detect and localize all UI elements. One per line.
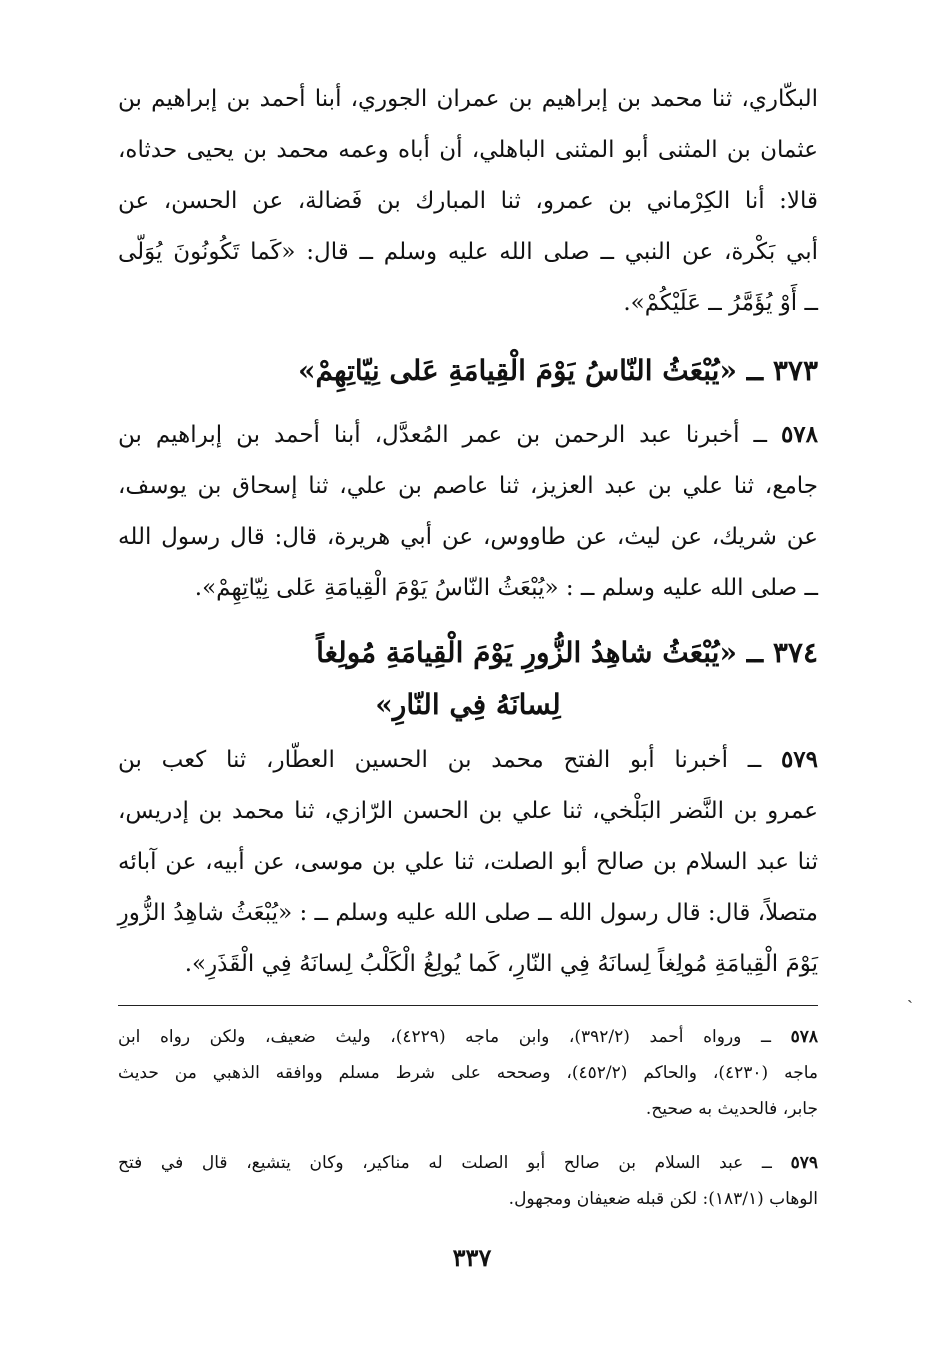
hadith-text: أخبرنا أبو الفتح محمد بن الحسين العطّار، ثنا كعب بن xyxy=(118,747,729,773)
heading-dash: ــ xyxy=(736,354,773,387)
footnote-line: جابر، فالحديث به صحيح. xyxy=(645,1099,818,1119)
heading-number: ٣٧٤ xyxy=(772,636,818,669)
footnote-text: عبد السلام بن صالح أبو الصلت له مناكير، وكان يتشيع، قال في فتح xyxy=(118,1153,744,1173)
hadith-number: ٥٧٩ xyxy=(780,746,818,773)
footnote-divider xyxy=(118,1005,818,1006)
hadith-579-first-line xyxy=(118,738,818,782)
page-number: ٣٣٧ xyxy=(452,1243,492,1272)
margin-mark: ˎ xyxy=(907,983,913,1004)
heading-number: ٣٧٣ xyxy=(772,354,818,387)
footnote-number: ٥٧٩ xyxy=(790,1153,818,1173)
text-line: عمرو بن النَّضر البَلْخي، ثنا علي بن الحسن الرّازي، ثنا محمد بن إدريس، xyxy=(118,798,818,824)
footnote-579-first-line xyxy=(118,1148,818,1178)
footnote-dash: ــ xyxy=(741,1027,791,1047)
chapter-heading-374-continued: لِسانَهُ فِي النّارِ» xyxy=(375,688,561,721)
footnote-line: الوهاب (١٨٣/١): لكن قبله ضعيفان ومجهول. xyxy=(508,1189,818,1209)
text-line: جامع، ثنا علي بن عبد العزيز، ثنا عاصم بن علي، ثنا إسحاق بن يوسف، xyxy=(118,473,818,499)
chapter-heading-374 xyxy=(118,628,818,678)
text-line: عن شريك، عن ليث، عن طاووس، عن أبي هريرة، قال: قال رسول الله xyxy=(118,524,818,550)
heading-text: «يُبْعَثُ شاهِدُ الزُّورِ يَوْمَ الْقِيامَةِ مُولِغاً xyxy=(316,636,737,669)
text-line: ــ صلى الله عليه وسلم ــ : «يُبْعَثُ النّاسُ يَوْمَ الْقِيامَةِ عَلى نِيّاتِهِمْ». xyxy=(194,575,818,601)
text-line: ــ أَوْ يُؤَمَّرُ ــ عَلَيْكُمْ». xyxy=(623,290,818,316)
hadith-text: أخبرنا عبد الرحمن بن عمر المُعدَّل، أبنا أحمد بن إبراهيم بن xyxy=(118,422,740,448)
heading-dash: ــ xyxy=(736,636,773,669)
footnote-dash: ــ xyxy=(743,1153,791,1173)
footnote-text: ورواه أحمد (٣٩٢/٢)، وابن ماجه (٤٢٢٩)، وليث ضعيف، ولكن رواه ابن xyxy=(118,1027,742,1047)
text-line: ثنا عبد السلام بن صالح أبو الصلت، ثنا علي بن موسى، عن أبيه، عن آبائه xyxy=(118,849,818,875)
hadith-number: ٥٧٨ xyxy=(780,421,818,448)
chapter-heading-373 xyxy=(118,346,818,396)
footnote-578-first-line xyxy=(118,1022,818,1052)
text-line: أبي بَكْرة، عن النبي ــ صلى الله عليه وسلم ــ قال: «كَما تَكُونُونَ يُوَلّى xyxy=(118,239,818,265)
text-line: عثمان بن المثنى أبو المثنى الباهلي، أن أباه وعمه محمد بن يحيى حدثاه، xyxy=(118,137,818,163)
hadith-dash: ــ xyxy=(739,422,781,448)
footnote-line: ماجه (٤٢٣٠)، والحاكم (٤٥٢/٢)، وصححه على شرط مسلم ووافقه الذهبي من حديث xyxy=(118,1063,818,1083)
text-line: متصلاً، قال: قال رسول الله ــ صلى الله عليه وسلم ــ : «يُبْعَثُ شاهِدُ الزُّورِ xyxy=(117,900,818,926)
text-line: البكّاري، ثنا محمد بن إبراهيم بن عمران الجوري، أبنا أحمد بن إبراهيم بن xyxy=(118,86,818,112)
text-line: يَوْمَ الْقِيامَةِ مُولِغاً لِسانَهُ فِي النّارِ، كَما يُولِغُ الْكَلْبُ لِسانَهُ فِي الْقَذَرِ». xyxy=(184,951,818,977)
text-line: قالا: أنا الكِرْماني بن عمرو، ثنا المبارك بن فَضالة، عن الحسن، عن xyxy=(118,188,818,214)
hadith-578-first-line xyxy=(118,413,818,457)
hadith-dash: ــ xyxy=(728,747,781,773)
footnote-number: ٥٧٨ xyxy=(790,1027,818,1047)
heading-text: «يُبْعَثُ النّاسُ يَوْمَ الْقِيامَةِ عَلى نِيّاتِهِمْ» xyxy=(298,354,737,387)
